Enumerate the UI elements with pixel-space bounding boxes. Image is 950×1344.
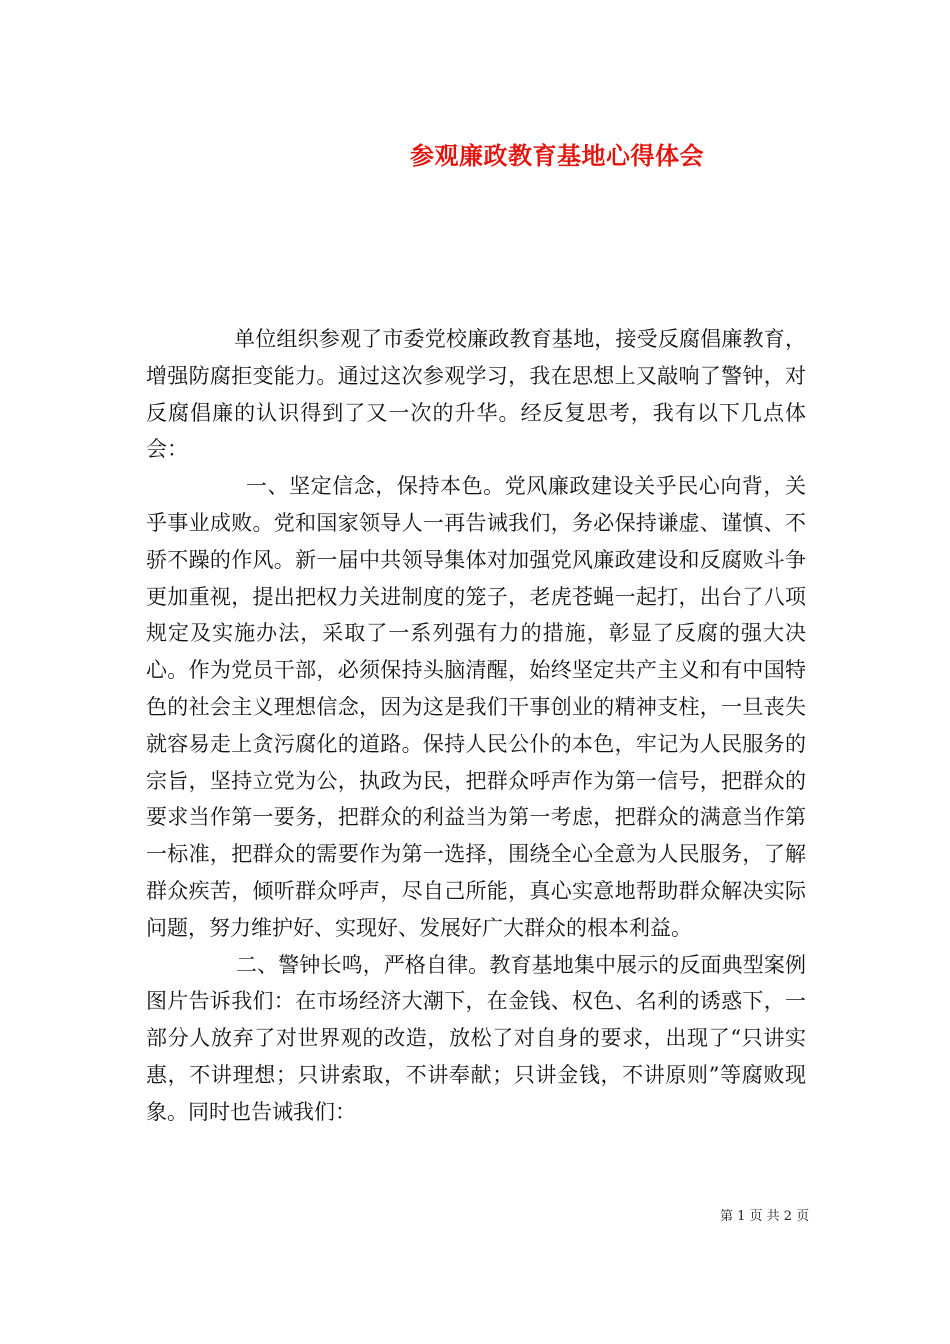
paragraph-intro: 单位组织参观了市委党校廉政教育基地，接受反腐倡廉教育，增强防腐拒变能力。通过这次参观学习，我在思想上又敲响了警钟，对反腐倡廉的认识得到了又一次的升华。经反复思考，我有以下几点体会： [146, 327, 806, 462]
paragraph-point-two: 二、警钟长鸣，严格自律。教育基地集中展示的反面典型案例图片告诉我们：在市场经济大潮下，在金钱、权色、名利的诱惑下，一部分人放弃了对世界观的改造，放松了对自身的要求，出现了“只讲实惠，不讲理想；只讲索取，不讲奉献；只讲金钱，不讲原则”等腐败现象。同时也告诫我们： [146, 952, 806, 1124]
paragraph-point-one: 一、坚定信念，保持本色。党风廉政建设关乎民心向背，关乎事业成败。党和国家领导人一再告诫我们，务必保持谦虚、谨慎、不骄不躁的作风。新一届中共领导集体对加强党风廉政建设和反腐败斗争更加重视，提出把权力关进制度的笼子，老虎苍蝇一起打，出台了八项规定及实施办法，采取了一系列强有力的措施，彰显了反腐的强大决心。作为党员干部，必须保持头脑清醒，始终坚定共产主义和有中国特色的社会主义理想信念，因为这是我们干事创业的精神支柱，一旦丧失就容易走上贪污腐化的道路。保持人民公仆的本色，牢记为人民服务的宗旨，坚持立党为公，执政为民，把群众呼声作为第一信号，把群众的要求当作第一要务，把群众的利益当为第一考虑，把群众的满意当作第一标准，把群众的需要作为第一选择，围绕全心全意为人民服务，了解群众疾苦，倾听群众呼声，尽自己所能，真心实意地帮助群众解决实际问题，努力维护好、实现好、发展好广大群众的根本利益。 [146, 474, 806, 940]
document-title: 参观廉政教育基地心得体会 [410, 141, 704, 170]
page-number-footer: 第 1 页 共 2 页 [720, 1209, 810, 1224]
document-body [146, 321, 806, 1131]
